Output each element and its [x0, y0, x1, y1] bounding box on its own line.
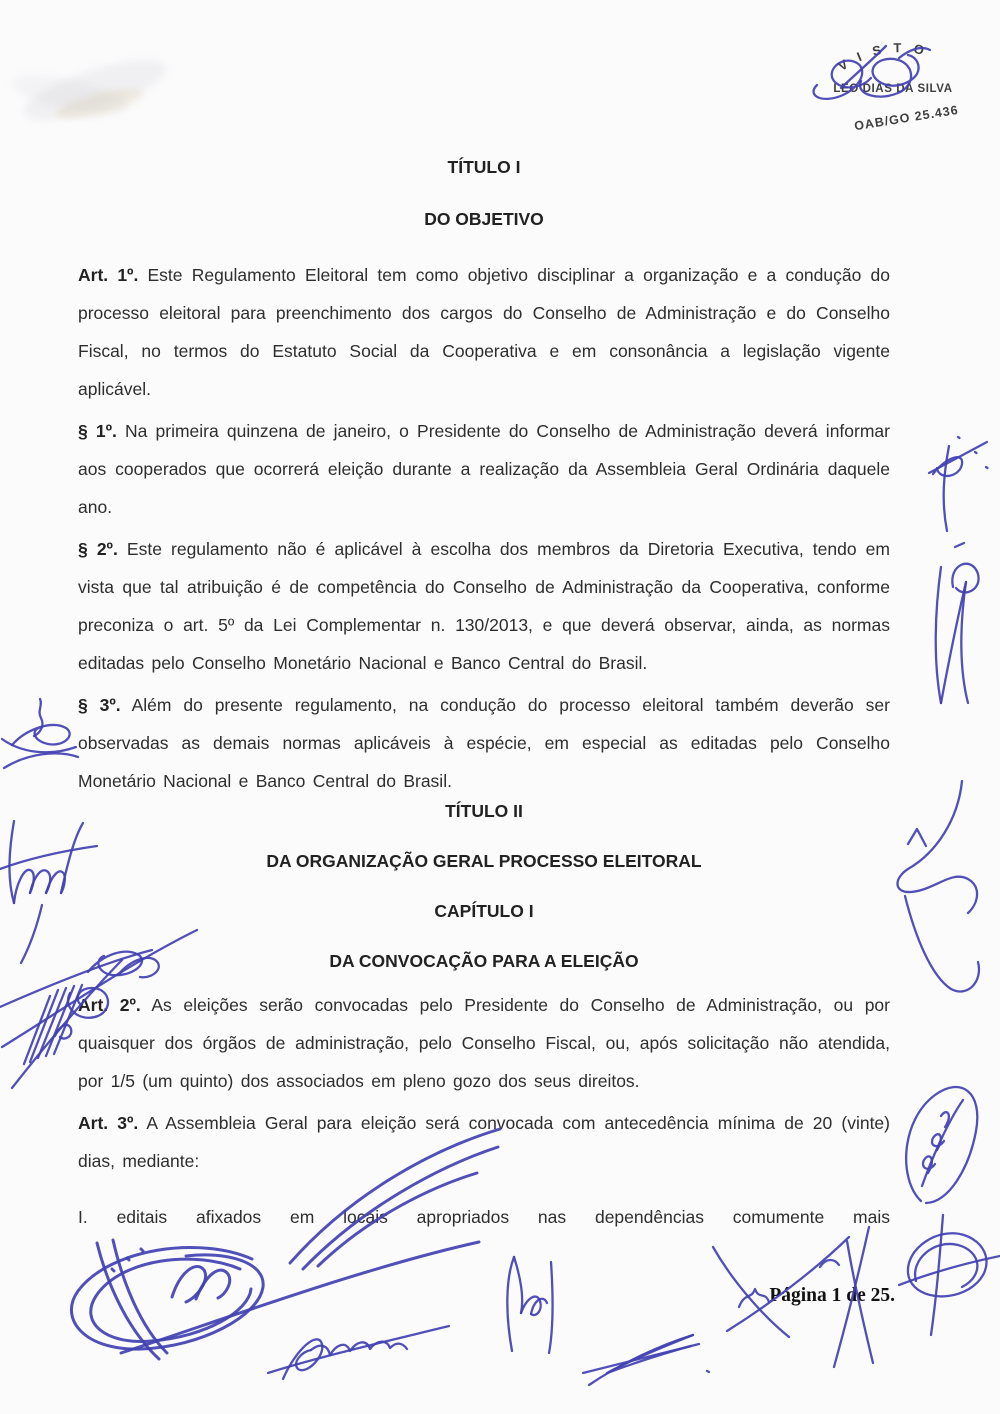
paragraph-par-1: [78, 412, 890, 526]
paragraph-lead: § 2º.: [78, 539, 118, 559]
list-item-text: editais afixados em locais apropriados nas dependências comumente mais: [116, 1207, 890, 1227]
page-number: Página 1 de 25.: [769, 1285, 895, 1306]
stamp-oab-number: OAB/GO 25.436: [853, 102, 960, 134]
paragraph-art-1: [78, 256, 890, 408]
paragraph-text: Este regulamento não é aplicável à escolha dos membros da Diretoria Executiva, tendo em vista que tal atribuição é de competência do Conselho de Administração da Cooperativa, conforme preconiza o art. 5º da Lei Complementar n. 130/2013, e que deverá observar, ainda, as normas editadas pelo Conselho Monetário Nacional e Banco Central do Brasil.: [78, 539, 890, 673]
paragraph-text: Na primeira quinzena de janeiro, o Presidente do Conselho de Administração deverá informar aos cooperados que ocorrerá eleição durante a realização da Assembleia Geral Ordinária daquele ano.: [78, 421, 890, 517]
signature-bottom-middle-1: [507, 1257, 552, 1353]
paragraph-text: As eleições serão convocadas pelo Presidente do Conselho de Administração, ou por quaisquer dos órgãos de administração, pelo Conselho Fiscal, ou, após solicitação não atendida, por 1/5 (um quinto) dos associados em pleno gozo dos seus direitos.: [78, 995, 890, 1091]
paragraph-art-2: [78, 986, 890, 1100]
title-titulo-2: TÍTULO II: [445, 801, 523, 821]
title-titulo-1: TÍTULO I: [447, 157, 521, 177]
subtitle-organizacao: DA ORGANIZAÇÃO GERAL PROCESSO ELEITORAL: [266, 851, 702, 871]
title-capitulo-1: CAPÍTULO I: [434, 901, 534, 921]
visto-stamp-label: V I S T O: [835, 40, 930, 74]
subtitle-do-objetivo: DO OBJETIVO: [424, 209, 544, 229]
stamp-attorney-name: LEO DIAS DA SILVA: [833, 83, 953, 95]
signature-bottom-middle-2: [583, 1335, 709, 1385]
paragraph-art-3: [78, 1104, 890, 1180]
paragraph-text: A Assembleia Geral para eleição será convocada com antecedência mínima de 20 (vinte) dias, mediante:: [78, 1113, 890, 1171]
subtitle-convocacao: DA CONVOCAÇÃO PARA A ELEIÇÃO: [329, 951, 639, 971]
paragraph-par-3: [78, 686, 890, 800]
list-item-marker: I.: [78, 1207, 88, 1227]
signature-bottom-center: [268, 1326, 449, 1379]
list-item-roman-1: [78, 1198, 890, 1236]
paragraph-text: Além do presente regulamento, na condução do processo eleitoral também deverão ser observadas as demais normas aplicáveis à espécie, em especial as editadas pelo Conselho Monetário Nacional e Banco Central do Brasil.: [78, 695, 890, 791]
paragraph-lead: Art. 2º.: [78, 995, 141, 1015]
paragraph-par-2: [78, 530, 890, 682]
paragraph-lead: § 3º.: [78, 695, 121, 715]
paragraph-lead: Art. 1º.: [78, 265, 139, 285]
paragraph-text: Este Regulamento Eleitoral tem como objetivo disciplinar a organização e a condução do processo eleitoral para preenchimento dos cargos do Conselho de Administração e do Conselho Fiscal, no termos do Estatuto Social da Cooperativa e em consonância a legislação vigente aplicável.: [78, 265, 890, 399]
paragraph-lead: § 1º.: [78, 421, 117, 441]
paragraph-lead: Art. 3º.: [78, 1113, 139, 1133]
